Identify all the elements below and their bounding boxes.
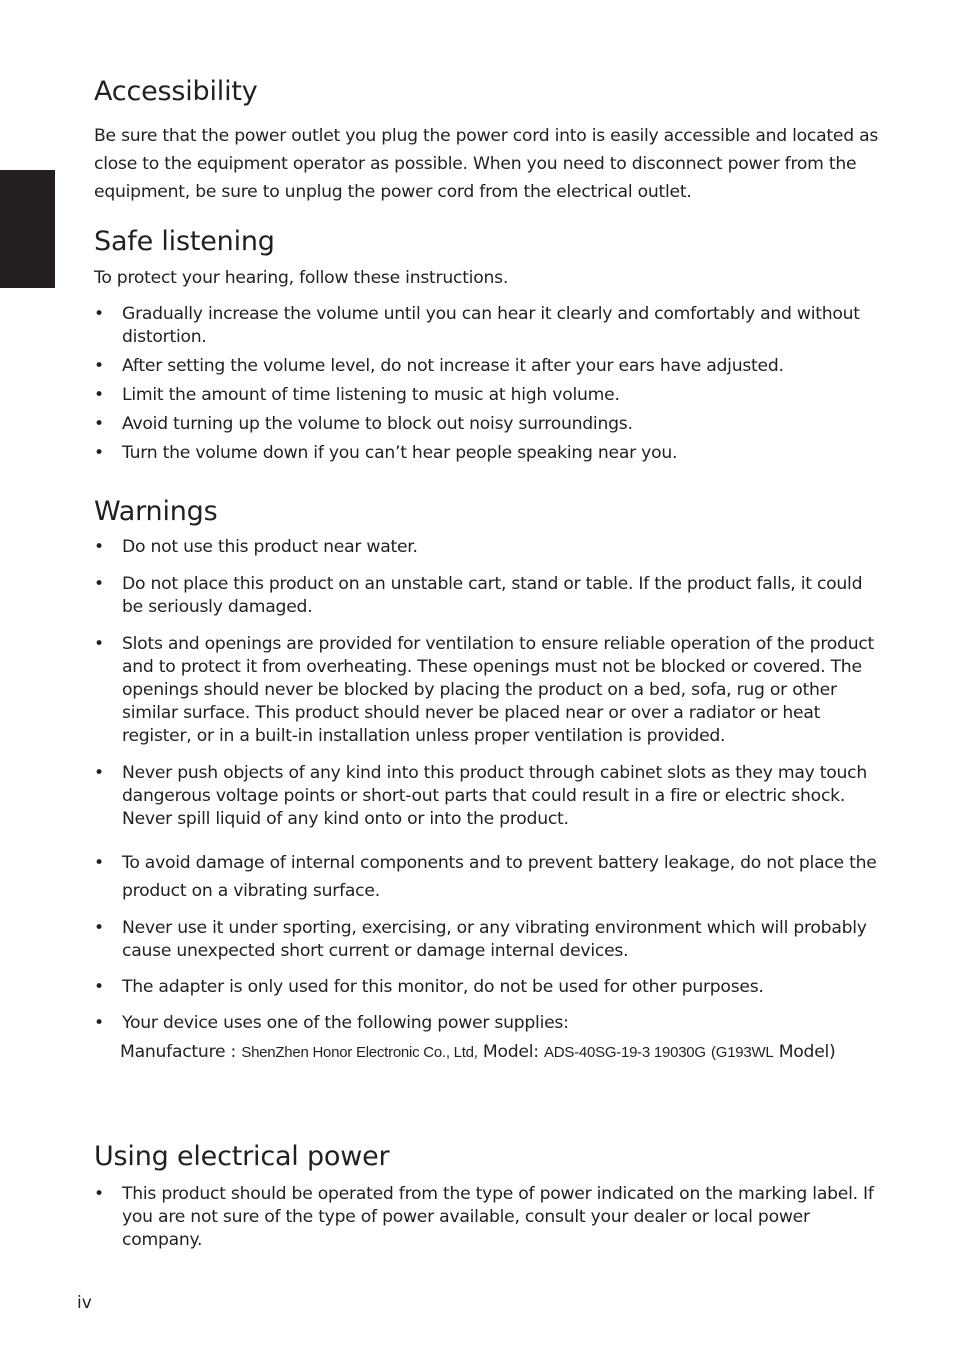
- model-number: ADS-40SG-19-3 19030G: [544, 1044, 706, 1061]
- list-item: • Gradually increase the volume until you can hear it clearly and comfortably and without distortion.: [94, 304, 860, 347]
- manufacturer-name: ShenZhen Honor Electronic Co., Ltd,: [241, 1044, 478, 1061]
- safe-listening-list: [94, 303, 884, 465]
- list-item: • Do not place this product on an unstable cart, stand or table. If the product falls, it could be seriously damaged.: [94, 574, 863, 617]
- bullet: •: [94, 1013, 104, 1033]
- language-tab-label: English: [15, 361, 39, 437]
- bullet: •: [94, 414, 104, 434]
- bullet: •: [94, 1184, 104, 1204]
- list-item: • Your device uses one of the following power supplies: Manufacture : ShenZhen Honor Electronic Co., Ltd, Model: ADS-40SG-19-3 19030G (G193WL Model): [94, 1012, 884, 1064]
- language-side-tab: [0, 170, 55, 437]
- bullet: •: [94, 304, 104, 324]
- list-item: • Slots and openings are provided for ventilation to ensure reliable operation of the product and to protect it from overheating. These openings must not be blocked or covered. The openings should never be blocked by placing the product on a bed, sofa, rug or other similar surface. This product should never be placed near or over a radiator or heat register, or in a built-in installation unless proper ventilation is provided.: [94, 634, 875, 746]
- bullet: •: [94, 977, 104, 997]
- list-item: • Never push objects of any kind into this product through cabinet slots as they may touch dangerous voltage points or short-out parts that could result in a fire or electric shock. Never spill liquid of any kind onto or into the product.: [94, 763, 867, 829]
- heading-safe-listening: Safe listening: [94, 226, 275, 257]
- bullet: •: [94, 443, 104, 463]
- list-item: • After setting the volume level, do not increase it after your ears have adjusted.: [94, 356, 784, 376]
- heading-using-electrical-power: Using electrical power: [94, 1141, 390, 1172]
- list-item: • Turn the volume down if you can’t hear people speaking near you.: [94, 443, 678, 463]
- list-item: • Limit the amount of time listening to music at high volume.: [94, 385, 620, 405]
- bullet: •: [94, 853, 104, 873]
- warnings-list: [94, 536, 884, 1064]
- bullet: •: [94, 918, 104, 938]
- bullet: •: [94, 634, 104, 654]
- list-item: • Never use it under sporting, exercising, or any vibrating environment which will probably cause unexpected short current or damage internal devices.: [94, 918, 867, 961]
- list-item: • To avoid damage of internal components and to prevent battery leakage, do not place the product on a vibrating surface.: [94, 849, 884, 905]
- accessibility-body: Be sure that the power outlet you plug the power cord into is easily accessible and located as close to the equipment operator as possible. When you need to disconnect power from the equipment, be sure to unplug the power cord from the electrical outlet.: [94, 126, 879, 202]
- bullet: •: [94, 385, 104, 405]
- power-supply-line: Manufacture : ShenZhen Honor Electronic Co., Ltd, Model: ADS-40SG-19-3 19030G (G193WL Model): [120, 1042, 836, 1062]
- bullet: •: [94, 574, 104, 594]
- list-item: • The adapter is only used for this monitor, do not be used for other purposes.: [94, 977, 764, 997]
- bullet: •: [94, 537, 104, 557]
- paren-model: (G193WL: [711, 1044, 774, 1061]
- safe-listening-intro: To protect your hearing, follow these instructions.: [94, 268, 509, 288]
- list-item: • This product should be operated from the type of power indicated on the marking label. If you are not sure of the type of power available, consult your dealer or local power company.: [94, 1184, 874, 1250]
- page-number: iv: [77, 1293, 92, 1313]
- list-item: • Do not use this product near water.: [94, 537, 418, 557]
- list-item: • Avoid turning up the volume to block out noisy surroundings.: [94, 414, 633, 434]
- electrical-power-list: [94, 1183, 884, 1252]
- bullet: •: [94, 763, 104, 783]
- heading-accessibility: Accessibility: [94, 76, 258, 107]
- heading-warnings: Warnings: [94, 496, 218, 527]
- bullet: •: [94, 356, 104, 376]
